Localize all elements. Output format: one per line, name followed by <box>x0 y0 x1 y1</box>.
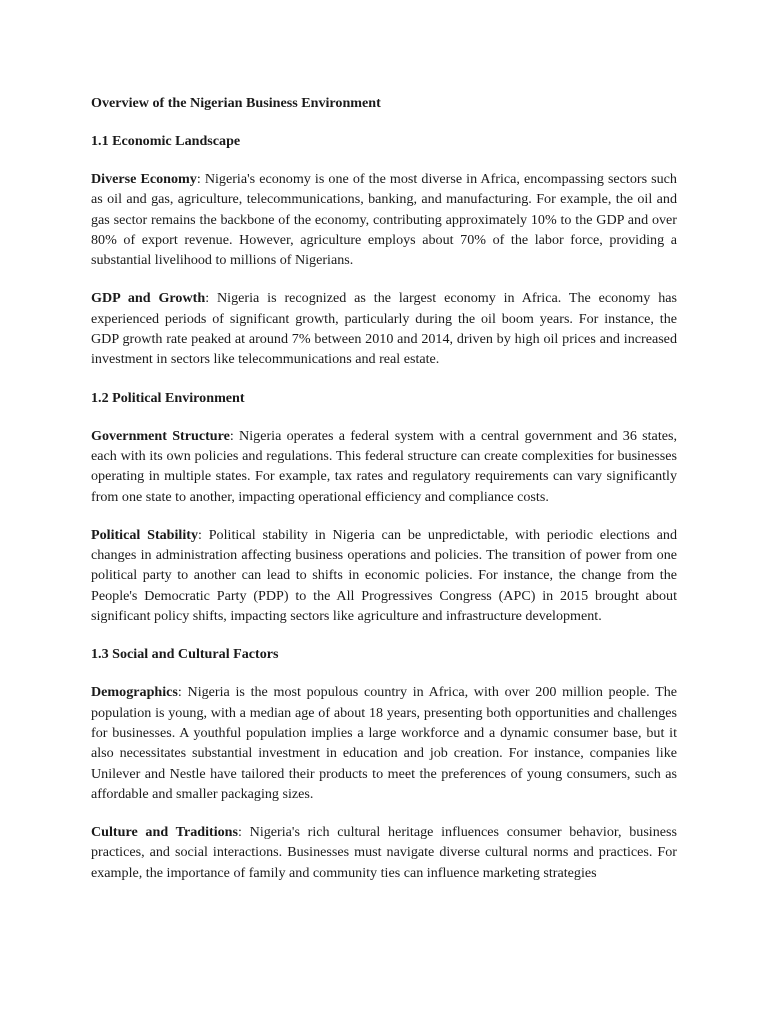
section-heading-social-cultural: 1.3 Social and Cultural Factors <box>91 646 279 663</box>
document-title: Overview of the Nigerian Business Environment <box>91 95 381 111</box>
document-body <box>91 93 677 901</box>
section-heading-economic-landscape: 1.1 Economic Landscape <box>91 133 241 149</box>
paragraph-text: : Political stability in Nigeria can be unpredictable, with periodic elections and changes in administration affecting business operations and policies. The transition of power from one political party to another can lead to shifts in economic policies. For instance, the change from the People's Democratic Party (PDP) to the All Progressives Congress (APC) in 2015 brought about significant policy shifts, impacting sectors like agriculture and infrastructure development. <box>91 526 677 625</box>
paragraph-term: Demographics <box>91 684 178 701</box>
paragraph-text: : Nigeria is the most populous country in Africa, with over 200 million people. The population is young, with a median age of about 18 years, presenting both opportunities and challenges for businesses. A youthful population implies a large workforce and a dynamic consumer base, but it also necessitates substantial investment in education and job creation. For instance, companies like Unilever and Nestle have tailored their products to meet the preferences of young consumers, such as affordable and smaller packaging sizes. <box>91 684 677 802</box>
paragraph-political-stability <box>91 525 677 626</box>
section-heading-political-environment: 1.2 Political Environment <box>91 389 245 406</box>
paragraph-gdp-growth <box>91 288 677 369</box>
paragraph-text: : Nigeria's rich cultural heritage influences consumer behavior, business practices, and social interactions. Businesses must navigate diverse cultural norms and practices. For example, the importance of family and community ties can influence marketing strategies <box>91 824 677 881</box>
paragraph-text: : Nigeria is recognized as the largest economy in Africa. The economy has experienced periods of significant growth, particularly during the oil boom years. For instance, the GDP growth rate peaked at around 7% between 2010 and 2014, driven by high oil prices and increased investment in sectors like telecommunications and real estate. <box>91 290 677 368</box>
paragraph-diverse-economy <box>91 169 677 270</box>
paragraph-term: GDP and Growth <box>91 290 206 307</box>
paragraph-term: Government Structure <box>91 427 230 444</box>
paragraph-text: : Nigeria's economy is one of the most diverse in Africa, encompassing sectors such as oil and gas, agriculture, telecommunications, banking, and manufacturing. For example, the oil and gas sector remains the backbone of the economy, contributing approximately 10% to the GDP and over 80% of export revenue. However, agriculture employs about 70% of the labor force, providing a substantial livelihood to millions of Nigerians. <box>91 171 677 269</box>
paragraph-term: Culture and Traditions <box>91 824 239 841</box>
paragraph-culture-traditions <box>91 822 677 883</box>
paragraph-term: Diverse Economy <box>91 171 197 187</box>
paragraph-term: Political Stability <box>91 526 199 543</box>
paragraph-text: : Nigeria operates a federal system with a central government and 36 states, each with its own policies and regulations. This federal structure can create complexities for businesses operating in multiple states. For example, tax rates and regulatory requirements can vary significantly from one state to another, impacting operational efficiency and compliance costs. <box>91 427 677 505</box>
paragraph-demographics <box>91 682 677 804</box>
paragraph-government-structure <box>91 426 677 507</box>
